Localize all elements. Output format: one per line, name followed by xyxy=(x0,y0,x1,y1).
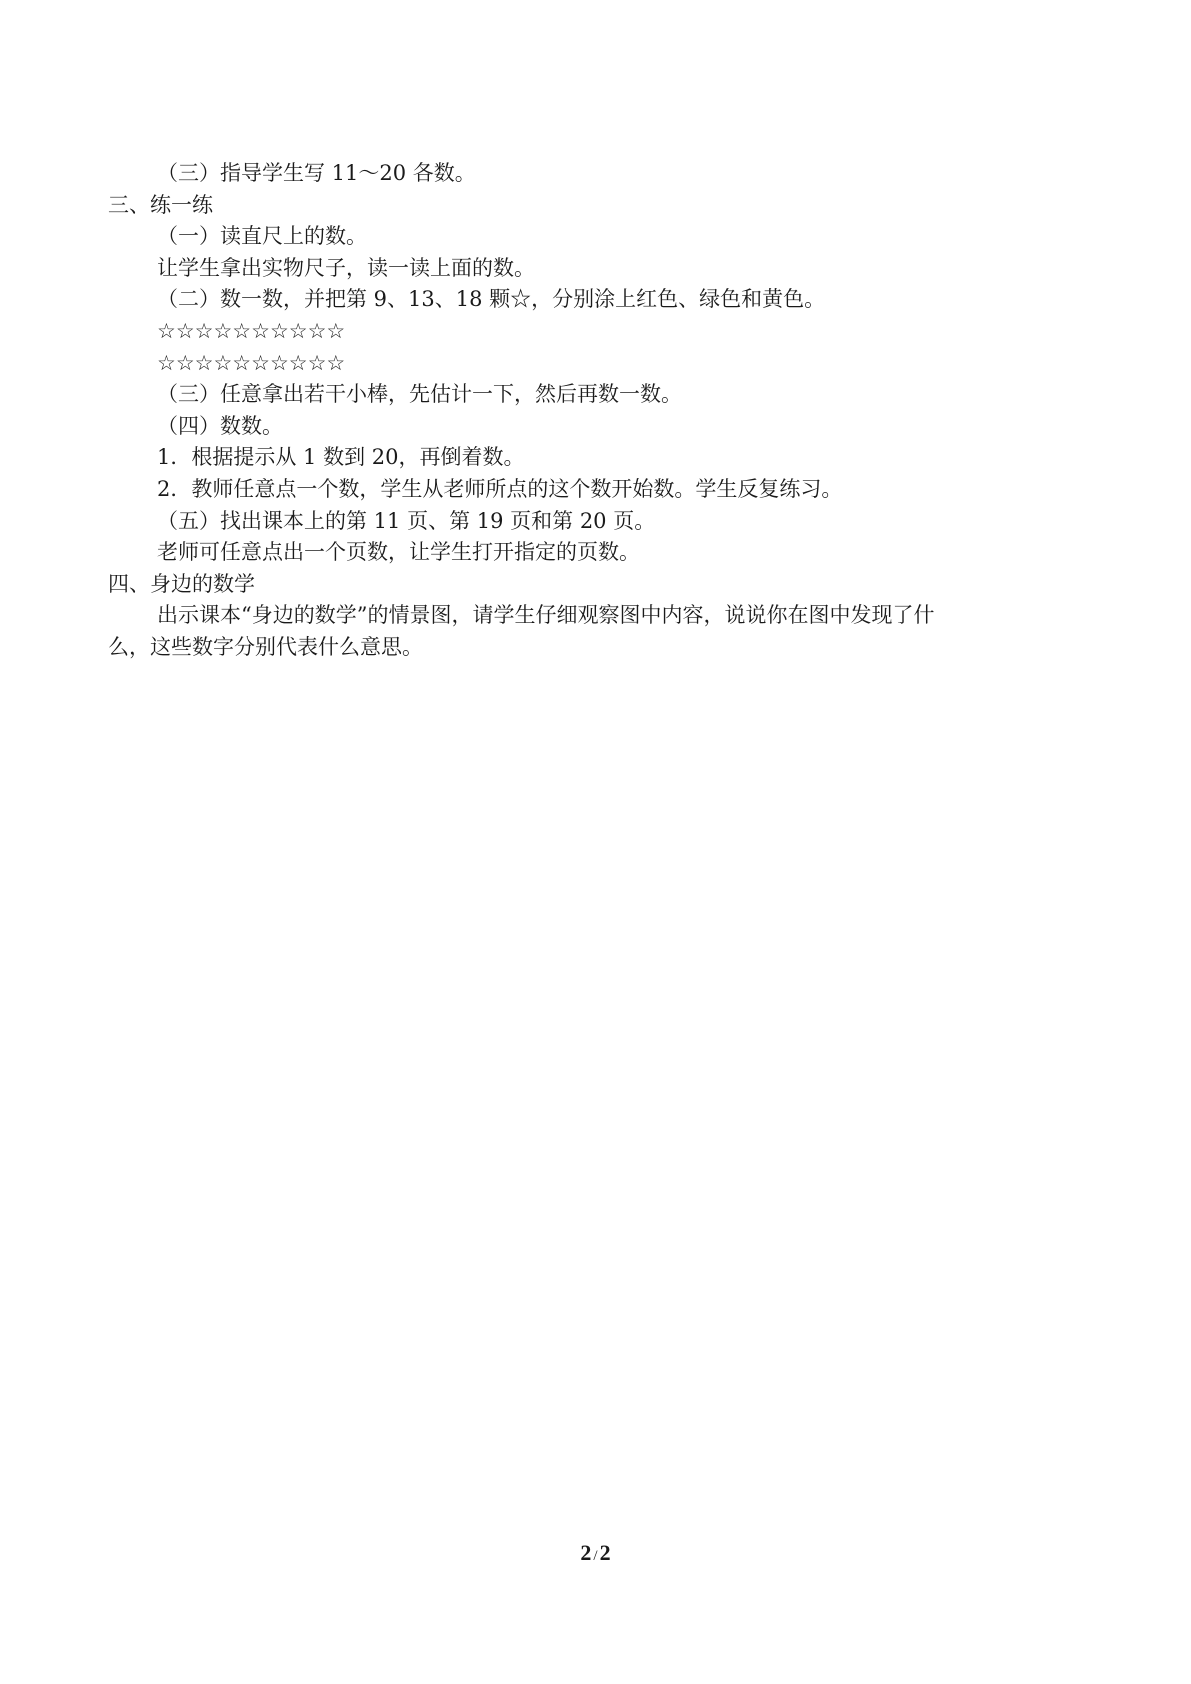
document-body xyxy=(108,158,1088,664)
text-line: （三）任意拿出若干小棒，先估计一下，然后再数一数。 xyxy=(157,382,682,407)
section-heading: 四、身边的数学 xyxy=(108,571,255,596)
page-current: 2 xyxy=(580,1540,592,1565)
text-line: 让学生拿出实物尺子，读一读上面的数。 xyxy=(157,255,535,280)
star-row: ☆☆☆☆☆☆☆☆☆☆ xyxy=(157,318,346,343)
text-line: （一）读直尺上的数。 xyxy=(157,224,367,249)
text-line: 老师可任意点出一个页数，让学生打开指定的页数。 xyxy=(157,540,640,565)
star-row: ☆☆☆☆☆☆☆☆☆☆ xyxy=(157,350,346,375)
paragraph-line: 出示课本“身边的数学”的情景图，请学生仔细观察图中内容，说说你在图中发现了什 xyxy=(157,603,935,628)
text-line: （三）指导学生写 11～20 各数。 xyxy=(157,161,476,185)
text-line: （五）找出课本上的第 11 页、第 19 页和第 20 页。 xyxy=(157,508,656,533)
text-line: 2．教师任意点一个数，学生从老师所点的这个数开始数。学生反复练习。 xyxy=(157,476,843,501)
paragraph-line: 么，这些数字分别代表什么意思。 xyxy=(108,634,423,659)
text-line: 1．根据提示从 1 数到 20，再倒着数。 xyxy=(157,445,525,470)
text-line: （二）数一数，并把第 9、13、18 颗☆，分别涂上红色、绿色和黄色。 xyxy=(157,287,826,312)
section-heading: 三、练一练 xyxy=(108,192,213,217)
text-line: （四）数数。 xyxy=(157,413,283,438)
page-separator: / xyxy=(593,1548,598,1564)
page-total: 2 xyxy=(599,1540,611,1565)
page-number xyxy=(0,1538,1191,1571)
